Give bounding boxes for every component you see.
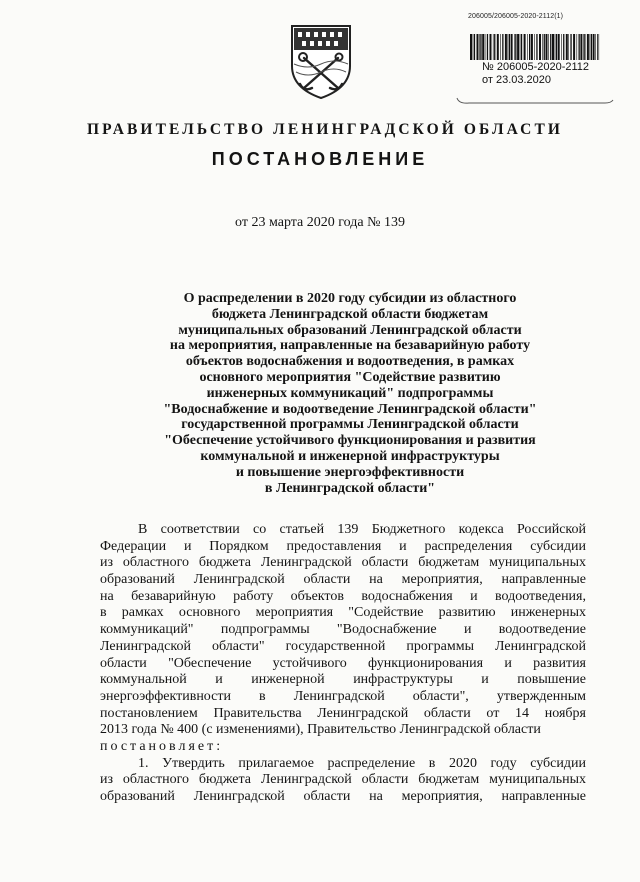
barcode-bar bbox=[580, 34, 582, 60]
barcode-bar bbox=[534, 34, 535, 60]
body-line: на безаварийную работу объектов водоснабжения и водоотведения, bbox=[100, 588, 586, 604]
registration-code: 206005/206005-2020-2112(1) bbox=[468, 13, 564, 20]
barcode-bar bbox=[482, 34, 484, 60]
barcode-bar bbox=[517, 34, 519, 60]
title-line: и повышение энергоэффективности bbox=[235, 464, 465, 480]
barcode-bar bbox=[500, 34, 501, 60]
barcode-bar bbox=[480, 34, 481, 60]
issuing-authority: ПРАВИТЕЛЬСТВО ЛЕНИНГРАДСКОЙ ОБЛАСТИ bbox=[86, 121, 564, 138]
title-line: основного мероприятия "Содействие развитию bbox=[199, 369, 501, 385]
body-line: области "Обеспечение устойчивого функционирования и развития bbox=[100, 655, 586, 671]
title-line: в Ленинградской области" bbox=[264, 480, 436, 496]
barcode-bar bbox=[474, 34, 475, 60]
body-line: постановлением Правительства Ленинградской области от 14 ноября bbox=[100, 705, 586, 721]
barcode-bar bbox=[587, 34, 589, 60]
barcode-bar bbox=[511, 34, 513, 60]
barcode-bar bbox=[536, 34, 537, 60]
registration-stamp bbox=[482, 61, 589, 87]
barcode-bar bbox=[546, 34, 548, 60]
title-line: на мероприятия, направленные на безаварийную работу bbox=[169, 338, 531, 354]
barcode-bar bbox=[539, 34, 541, 60]
barcode-bar bbox=[558, 34, 560, 60]
barcode-bar bbox=[555, 34, 556, 60]
barcode-bar bbox=[508, 34, 509, 60]
barcode-bar bbox=[470, 34, 472, 60]
barcode-bar bbox=[552, 34, 554, 60]
barcode-bar bbox=[583, 34, 584, 60]
title-line: инженерных коммуникаций" подпрограммы bbox=[206, 385, 494, 401]
barcode-bar bbox=[556, 34, 557, 60]
barcode-bar bbox=[493, 34, 494, 60]
body-line: в рамках основного мероприятия "Содействие развитию инженерных bbox=[100, 605, 586, 621]
barcode-bar bbox=[595, 34, 596, 60]
barcode-bar bbox=[494, 34, 495, 60]
barcode-bar bbox=[527, 34, 528, 60]
barcode-bar bbox=[590, 34, 591, 60]
barcode-bar bbox=[502, 34, 503, 60]
barcode-bar bbox=[542, 34, 543, 60]
barcode-bar bbox=[485, 34, 486, 60]
barcode bbox=[470, 34, 600, 60]
barcode-bar bbox=[566, 34, 568, 60]
body-line: коммуникаций" подпрограммы "Водоснабжение и водоотведение bbox=[100, 622, 586, 638]
body-line: В соответствии со статьей 139 Бюджетного кодекса Российской bbox=[138, 522, 586, 537]
barcode-bar bbox=[487, 34, 488, 60]
coat-of-arms-icon bbox=[288, 22, 354, 100]
barcode-bar bbox=[497, 34, 499, 60]
body-line: из областного бюджета Ленинградской области бюджетам муниципальных bbox=[100, 555, 586, 571]
body-line: энергоэффективности в Ленинградской области", утвержденным bbox=[100, 688, 586, 704]
barcode-bar bbox=[529, 34, 530, 60]
document-type: ПОСТАНОВЛЕНИЕ bbox=[211, 149, 429, 169]
barcode-bar bbox=[597, 34, 598, 60]
barcode-bar bbox=[473, 34, 474, 60]
barcode-bar bbox=[490, 34, 492, 60]
barcode-bar bbox=[568, 34, 569, 60]
barcode-bar bbox=[521, 34, 522, 60]
registration-date: от 23.03.2020 bbox=[482, 74, 552, 86]
barcode-bar bbox=[563, 34, 564, 60]
barcode-bar bbox=[505, 34, 507, 60]
barcode-bar bbox=[531, 34, 533, 60]
body-line: 2013 года № 400 (с изменениями), Правительство Ленинградской области bbox=[100, 722, 541, 738]
title-line: государственной программы Ленинградской области bbox=[181, 417, 519, 433]
barcode-bar bbox=[579, 34, 580, 60]
barcode-bar bbox=[520, 34, 521, 60]
barcode-bar bbox=[544, 34, 545, 60]
body-line: постановляет: bbox=[100, 738, 224, 754]
body-line: образований Ленинградской области на мероприятия, направленные bbox=[100, 789, 586, 804]
title-line: О распределении в 2020 году субсидии из областного bbox=[183, 291, 517, 306]
barcode-bar bbox=[479, 34, 480, 60]
document-body bbox=[100, 522, 586, 806]
body-line: Федерации и Порядком предоставления и распределения субсидии bbox=[100, 538, 586, 554]
barcode-bar bbox=[577, 34, 578, 60]
barcode-bar bbox=[548, 34, 549, 60]
barcode-bar bbox=[591, 34, 592, 60]
body-line: из областного бюджета Ленинградской области бюджетам муниципальных bbox=[100, 772, 586, 788]
title-line: муниципальных образований Ленинградской области bbox=[178, 322, 522, 338]
registration-number: № 206005-2020-2112 bbox=[482, 61, 590, 73]
stamp-underline bbox=[455, 94, 615, 106]
barcode-bar bbox=[477, 34, 479, 60]
title-line: "Водоснабжение и водоотведение Ленинградской области" bbox=[163, 401, 537, 417]
body-line: 1. Утвердить прилагаемое распределение в 2020 году субсидии bbox=[138, 755, 586, 771]
barcode-bar bbox=[584, 34, 585, 60]
barcode-bar bbox=[524, 34, 526, 60]
title-line: бюджета Ленинградской области бюджетам bbox=[211, 306, 489, 322]
barcode-bar bbox=[515, 34, 516, 60]
title-line: объектов водоснабжения и водоотведения, в рамках bbox=[185, 354, 515, 370]
barcode-bar bbox=[561, 34, 562, 60]
barcode-bar bbox=[550, 34, 551, 60]
body-line: коммунальной и инженерной инфраструктуры и повышение bbox=[100, 672, 586, 688]
body-line: Ленинградской области" государственной программы Ленинградской bbox=[100, 638, 586, 654]
document-date-number: от 23 марта 2020 года № 139 bbox=[235, 215, 405, 230]
barcode-bar bbox=[570, 34, 571, 60]
title-line: "Обеспечение устойчивого функционирования и развития bbox=[164, 433, 536, 449]
title-line: коммунальной и инженерной инфраструктуры bbox=[200, 448, 500, 464]
barcode-bar bbox=[593, 34, 595, 60]
barcode-bar bbox=[514, 34, 515, 60]
body-line: образований Ленинградской области на мероприятия, направленные bbox=[100, 572, 586, 588]
barcode-bar bbox=[509, 34, 510, 60]
document-title bbox=[60, 291, 640, 496]
barcode-bar bbox=[573, 34, 575, 60]
